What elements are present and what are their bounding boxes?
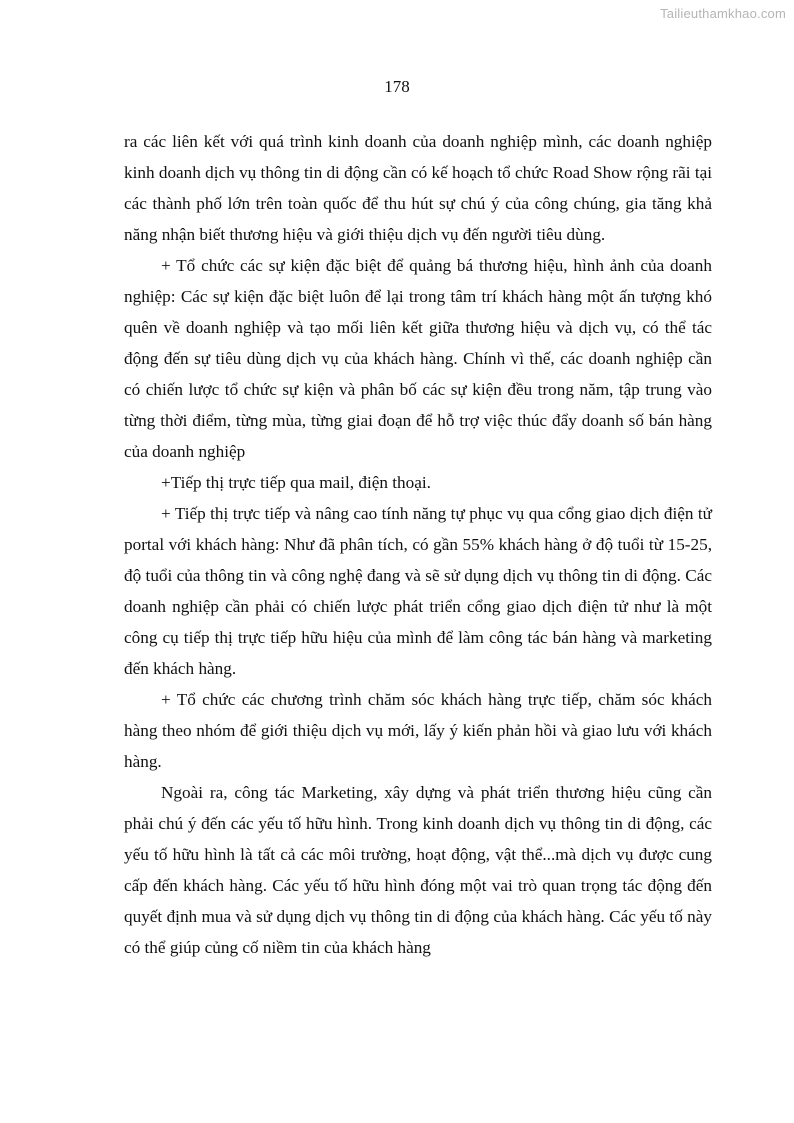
paragraph-customer-care: + Tổ chức các chương trình chăm sóc khách hàng trực tiếp, chăm sóc khách hàng theo nhóm để giới thiệu dịch vụ mới, lấy ý kiến phản hồi và giao lưu với khách hàng. <box>124 690 712 771</box>
page-number: 178 <box>384 77 410 96</box>
paragraph-portal: + Tiếp thị trực tiếp và nâng cao tính năng tự phục vụ qua cổng giao dịch điện tử portal với khách hàng: Như đã phân tích, có gần 55% khách hàng ở độ tuổi từ 15-25, độ tuổi của thông tin và công nghệ đang và sẽ sử dụng dịch vụ thông tin di động. Các doanh nghiệp cần phải có chiến lược phát triển cổng giao dịch điện tử như là một công cụ tiếp thị trực tiếp hữu hiệu của mình để làm công tác bán hàng và marketing đến khách hàng. <box>124 504 712 678</box>
paragraph-special-events: + Tổ chức các sự kiện đặc biệt để quảng bá thương hiệu, hình ảnh của doanh nghiệp: Các sự kiện đặc biệt luôn để lại trong tâm trí khách hàng một ấn tượng khó quên về doanh nghiệp và tạo mối liên kết giữa thương hiệu và dịch vụ, có thể tác động đến sự tiêu dùng dịch vụ của khách hàng. Chính vì thế, các doanh nghiệp cần có chiến lược tổ chức sự kiện và phân bố các sự kiện đều trong năm, tập trung vào từng thời điểm, từng mùa, từng giai đoạn để hỗ trợ việc thúc đẩy doanh số bán hàng của doanh nghiệp <box>124 256 712 461</box>
watermark: Tailieuthamkhao.com <box>660 6 786 21</box>
paragraph-continuation: ra các liên kết với quá trình kinh doanh của doanh nghiệp mình, các doanh nghiệp kinh doanh dịch vụ thông tin di động cần có kế hoạch tổ chức Road Show rộng rãi tại các thành phố lớn trên toàn quốc để thu hút sự chú ý của công chúng, gia tăng khả năng nhận biết thương hiệu và giới thiệu dịch vụ đến người tiêu dùng. <box>124 132 712 244</box>
paragraph-direct-marketing-mail: +Tiếp thị trực tiếp qua mail, điện thoại. <box>161 473 431 492</box>
document-body <box>124 126 712 963</box>
paragraph-tangible-factors: Ngoài ra, công tác Marketing, xây dựng và phát triển thương hiệu cũng cần phải chú ý đến các yếu tố hữu hình. Trong kinh doanh dịch vụ thông tin di động, các yếu tố hữu hình là tất cả các môi trường, hoạt động, vật thể...mà dịch vụ được cung cấp đến khách hàng. Các yếu tố hữu hình đóng một vai trò quan trọng tác động đến quyết định mua và sử dụng dịch vụ thông tin di động của khách hàng. Các yếu tố này có thể giúp củng cố niềm tin của khách hàng <box>124 783 712 957</box>
